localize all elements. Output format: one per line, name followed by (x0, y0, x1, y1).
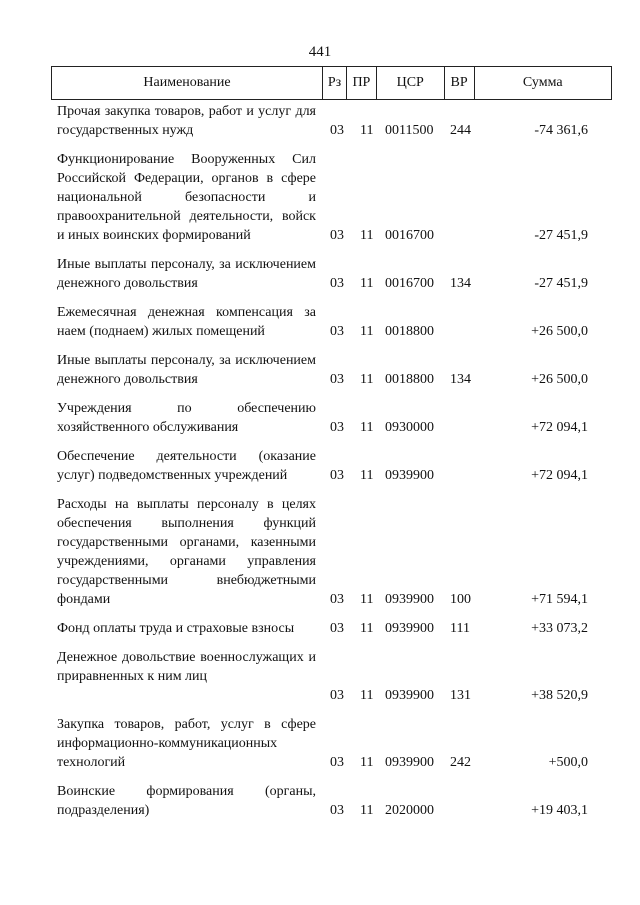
column-header-vr: ВР (445, 67, 475, 99)
row-rz: 03 (330, 276, 344, 291)
row-sum: -74 361,6 (534, 123, 588, 138)
row-name: Учреждения по обеспечению хозяйственного обслуживания (57, 401, 316, 435)
row-name: Иные выплаты персоналу, за исключением денежного довольствия (57, 353, 316, 387)
row-rz: 03 (330, 372, 344, 387)
page-number: 441 (308, 44, 332, 60)
row-rz: 03 (330, 123, 344, 138)
row-name: Воинские формирования (органы, подразделения) (57, 784, 316, 818)
row-vr: 244 (450, 123, 471, 138)
column-header-name: Наименование (52, 67, 323, 99)
row-rz: 03 (330, 688, 344, 703)
row-name: Обеспечение деятельности (оказание услуг) подведомственных учреждений (57, 449, 316, 483)
row-rz: 03 (330, 592, 344, 607)
table-row (0, 619, 640, 638)
row-pr: 11 (360, 621, 374, 636)
row-name: Иные выплаты персоналу, за исключением денежного довольствия (57, 257, 316, 291)
row-csr: 0939900 (385, 468, 434, 483)
row-pr: 11 (360, 755, 374, 770)
row-pr: 11 (360, 228, 374, 243)
table-row (0, 782, 640, 820)
table-header (51, 66, 612, 100)
row-pr: 11 (360, 324, 374, 339)
row-sum: -27 451,9 (534, 228, 588, 243)
row-pr: 11 (360, 276, 374, 291)
row-sum: -27 451,9 (534, 276, 588, 291)
row-pr: 11 (360, 372, 374, 387)
row-sum: +33 073,2 (531, 621, 588, 636)
column-header-csr: ЦСР (377, 67, 445, 99)
row-csr: 0939900 (385, 592, 434, 607)
table-row (0, 102, 640, 140)
table-row (0, 715, 640, 772)
row-pr: 11 (360, 468, 374, 483)
row-name: Ежемесячная денежная компенсация за наем (поднаем) жилых помещений (57, 305, 316, 339)
row-csr: 0011500 (385, 123, 434, 138)
row-rz: 03 (330, 803, 344, 818)
row-csr: 0930000 (385, 420, 434, 435)
table-row (0, 303, 640, 341)
row-vr: 111 (450, 621, 470, 636)
row-sum: +19 403,1 (531, 803, 588, 818)
row-rz: 03 (330, 468, 344, 483)
row-rz: 03 (330, 621, 344, 636)
row-sum: +71 594,1 (531, 592, 588, 607)
row-pr: 11 (360, 123, 374, 138)
row-name: Денежное довольствие военнослужащих и приравненных к ним лиц (57, 650, 316, 684)
row-name: Расходы на выплаты персоналу в целях обеспечения выполнения функций государственными органами, казенными учреждениями, органами управления государственными внебюджетными фондами (57, 497, 316, 607)
row-pr: 11 (360, 803, 374, 818)
row-pr: 11 (360, 592, 374, 607)
row-csr: 0939900 (385, 688, 434, 703)
row-csr: 2020000 (385, 803, 434, 818)
row-csr: 0939900 (385, 621, 434, 636)
row-rz: 03 (330, 420, 344, 435)
table-row (0, 150, 640, 245)
row-vr: 242 (450, 755, 471, 770)
column-header-rz: Рз (323, 67, 347, 99)
row-name: Закупка товаров, работ, услуг в сфере информационно-коммуникационных технологий (57, 717, 316, 770)
row-csr: 0018800 (385, 372, 434, 387)
row-vr: 134 (450, 372, 471, 387)
row-rz: 03 (330, 324, 344, 339)
row-csr: 0016700 (385, 228, 434, 243)
row-name: Функционирование Вооруженных Сил Российской Федерации, органов в сфере национальной безопасности и правоохранительной деятельности, войск и иных воинских формирований (57, 152, 316, 243)
row-vr: 131 (450, 688, 471, 703)
row-vr: 134 (450, 276, 471, 291)
row-sum: +500,0 (548, 755, 588, 770)
column-header-pr: ПР (347, 67, 377, 99)
table-row (0, 399, 640, 437)
row-csr: 0018800 (385, 324, 434, 339)
table-row (0, 255, 640, 293)
row-rz: 03 (330, 755, 344, 770)
row-name: Прочая закупка товаров, работ и услуг для государственных нужд (57, 104, 316, 138)
row-pr: 11 (360, 688, 374, 703)
row-sum: +72 094,1 (531, 420, 588, 435)
column-header-sum: Сумма (522, 75, 563, 90)
row-sum: +38 520,9 (531, 688, 588, 703)
row-vr: 100 (450, 592, 471, 607)
table-row (0, 447, 640, 485)
table-body (0, 102, 640, 830)
row-pr: 11 (360, 420, 374, 435)
row-csr: 0939900 (385, 755, 434, 770)
table-row (0, 648, 640, 705)
table-row (0, 351, 640, 389)
row-name: Фонд оплаты труда и страховые взносы (57, 621, 295, 636)
row-rz: 03 (330, 228, 344, 243)
row-sum: +26 500,0 (531, 372, 588, 387)
table-row (0, 495, 640, 609)
row-sum: +26 500,0 (531, 324, 588, 339)
row-csr: 0016700 (385, 276, 434, 291)
row-sum: +72 094,1 (531, 468, 588, 483)
